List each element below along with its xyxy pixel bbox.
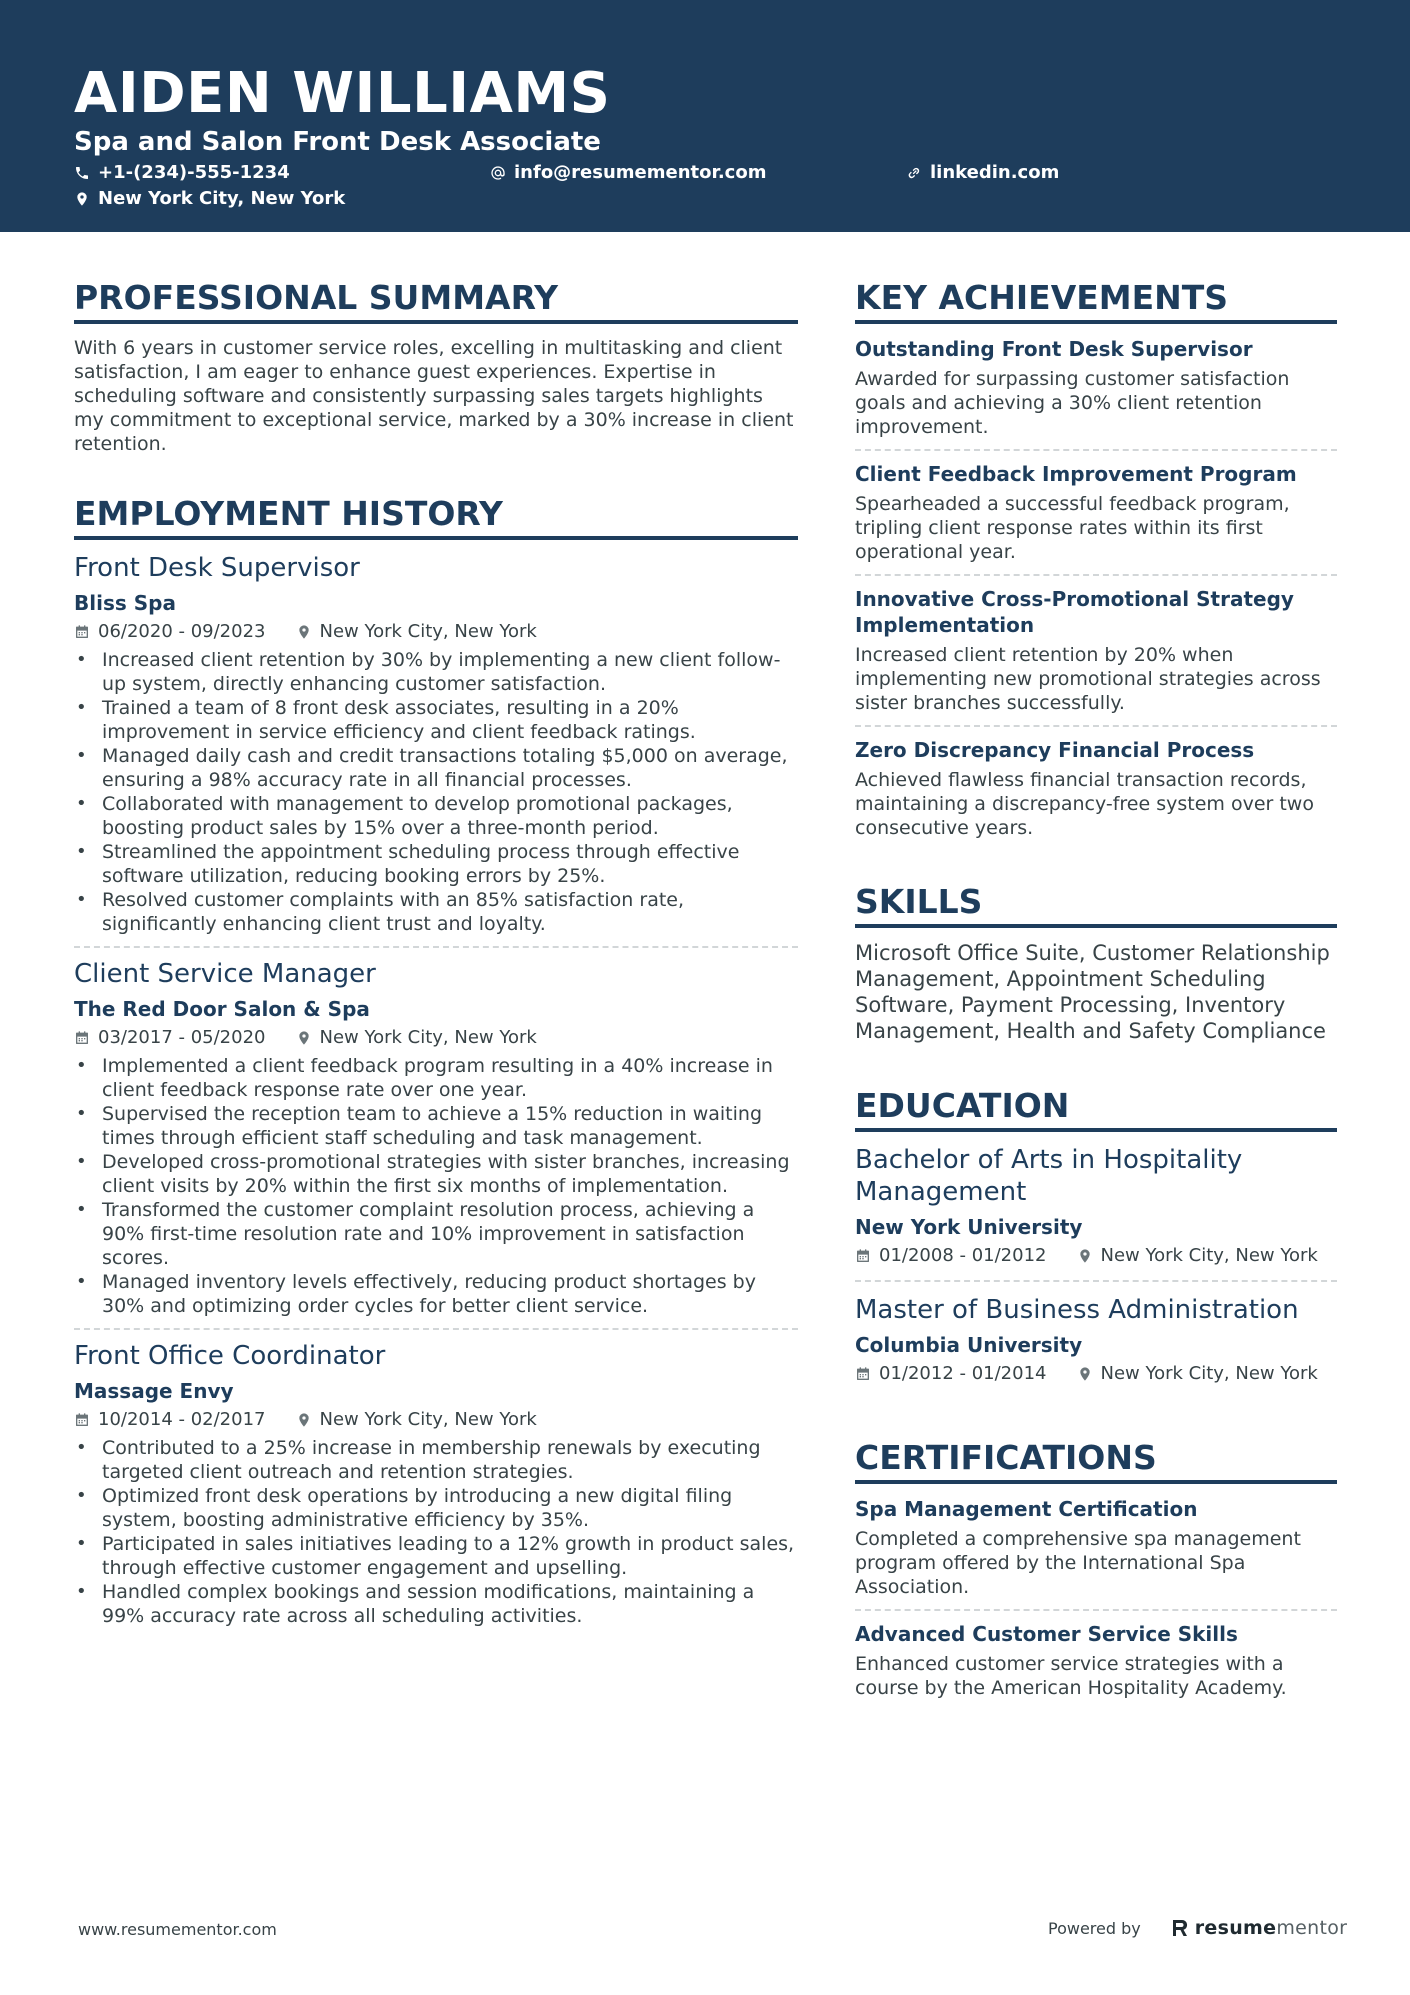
calendar-icon xyxy=(74,1412,90,1428)
job-bullet: • Supervised the reception team to achieve a 15% reduction in waiting times through efficient staff scheduling and task management. xyxy=(74,1102,798,1150)
job-bullet: • Trained a team of 8 front desk associates, resulting in a 20% improvement in service efficiency and client feedback ratings. xyxy=(74,696,798,744)
calendar-icon xyxy=(855,1366,871,1382)
job-entry xyxy=(74,552,798,948)
certifications-heading: CERTIFICATIONS xyxy=(855,1438,1337,1484)
summary-heading: PROFESSIONAL SUMMARY xyxy=(74,278,798,324)
education-degree: Master of Business Administration xyxy=(855,1295,1299,1325)
calendar-icon xyxy=(74,624,90,640)
brand-name-bold: resume xyxy=(1194,1917,1277,1939)
contact-location xyxy=(74,187,345,211)
education-degree: Bachelor of Arts in Hospitality Management xyxy=(855,1145,1243,1207)
job-meta xyxy=(74,1408,798,1432)
phone-text: +1-(234)-555-1234 xyxy=(98,162,290,183)
education-heading: EDUCATION xyxy=(855,1086,1337,1132)
education-school: New York University xyxy=(855,1215,1083,1239)
achievement-title: Outstanding Front Desk Supervisor xyxy=(855,337,1253,361)
education-dates: 01/2012 - 01/2014 xyxy=(879,1363,1047,1384)
job-title: Front Desk Supervisor xyxy=(74,553,360,583)
job-title: Front Office Coordinator xyxy=(74,1341,386,1371)
job-company: Massage Envy xyxy=(74,1379,234,1403)
job-divider xyxy=(74,946,798,948)
job-entry xyxy=(74,1340,798,1628)
certification-item xyxy=(855,1611,1337,1710)
contact-phone[interactable] xyxy=(74,161,290,185)
certifications-section xyxy=(855,1438,1337,1710)
job-bullets xyxy=(74,1436,798,1628)
brand-name-light: mentor xyxy=(1276,1917,1348,1939)
job-bullet: • Increased client retention by 30% by implementing a new client follow-up system, directly enhancing customer satisfaction. xyxy=(74,648,798,696)
footer-branding xyxy=(1048,1917,1347,1939)
job-location xyxy=(296,620,537,644)
map-pin-icon xyxy=(1077,1366,1093,1382)
resumementor-logo-icon xyxy=(1171,1918,1189,1938)
education-location xyxy=(1077,1244,1318,1268)
at-sign-icon xyxy=(490,165,506,181)
job-bullet: • Contributed to a 25% increase in membership renewals by executing targeted client outreach and retention strategies. xyxy=(74,1436,798,1484)
achievement-item xyxy=(855,727,1337,850)
resume-header xyxy=(0,0,1410,232)
achievement-title: Client Feedback Improvement Program xyxy=(855,462,1297,486)
map-pin-icon xyxy=(296,624,312,640)
linkedin-text: linkedin.com xyxy=(930,162,1060,183)
job-location xyxy=(296,1408,537,1432)
education-location xyxy=(1077,1362,1318,1386)
achievement-desc: Achieved flawless financial transaction records, maintaining a discrepancy-free system over two consecutive years. xyxy=(855,769,1314,839)
certification-desc: Completed a comprehensive spa management program offered by the International Spa Association. xyxy=(855,1528,1301,1598)
certifications-list xyxy=(855,1496,1337,1710)
skills-section xyxy=(855,882,1337,1044)
education-item xyxy=(855,1294,1337,1398)
job-divider xyxy=(74,1328,798,1330)
summary-text: With 6 years in customer service roles, excelling in multitasking and client satisfaction, I am eager to enhance guest experiences. Expertise in scheduling software and consistently surpassing sales targets highlights my commitment to exceptional service, marked by a 30% increase in client retention. xyxy=(74,337,794,455)
job-meta xyxy=(74,1026,798,1050)
education-section xyxy=(855,1086,1337,1398)
job-company: Bliss Spa xyxy=(74,591,176,615)
achievement-title: Innovative Cross-Promotional Strategy Implementation xyxy=(855,587,1294,637)
job-bullet: • Participated in sales initiatives leading to a 12% growth in product sales, through effective customer engagement and upselling. xyxy=(74,1532,798,1580)
job-location xyxy=(296,1026,537,1050)
achievements-heading: KEY ACHIEVEMENTS xyxy=(855,278,1337,324)
job-title: Client Service Manager xyxy=(74,959,376,989)
job-bullet: • Optimized front desk operations by introducing a new digital filing system, boosting administrative efficiency by 35%. xyxy=(74,1484,798,1532)
job-meta xyxy=(74,620,798,644)
job-dates: 10/2014 - 02/2017 xyxy=(98,1409,266,1430)
education-meta xyxy=(855,1362,1337,1386)
job-bullet: • Transformed the customer complaint resolution process, achieving a 90% first-time resolution rate and 10% improvement in satisfaction scores. xyxy=(74,1198,798,1270)
map-pin-icon xyxy=(74,191,90,207)
education-location-text: New York City, New York xyxy=(1100,1363,1318,1384)
link-icon xyxy=(906,165,922,181)
education-dates: 01/2008 - 01/2012 xyxy=(879,1245,1047,1266)
calendar-icon xyxy=(74,1030,90,1046)
brand-logo[interactable] xyxy=(1171,1917,1348,1939)
location-text: New York City, New York xyxy=(98,188,346,209)
certification-title: Advanced Customer Service Skills xyxy=(855,1622,1238,1646)
left-column xyxy=(74,278,798,1628)
job-bullet: • Streamlined the appointment scheduling process through effective software utilization, reducing booking errors by 25%. xyxy=(74,840,798,888)
job-entry xyxy=(74,958,798,1330)
candidate-role: Spa and Salon Front Desk Associate xyxy=(74,127,601,157)
achievement-desc: Spearheaded a successful feedback program, tripling client response rates within its first operational year. xyxy=(855,493,1290,563)
summary-section xyxy=(74,278,798,456)
education-location-text: New York City, New York xyxy=(1100,1245,1318,1266)
education-school: Columbia University xyxy=(855,1333,1083,1357)
powered-by-label: Powered by xyxy=(1048,1918,1141,1938)
candidate-name: AIDEN WILLIAMS xyxy=(74,61,611,126)
achievements-list xyxy=(855,336,1337,850)
job-bullets xyxy=(74,1054,798,1318)
certification-desc: Enhanced customer service strategies with a course by the American Hospitality Academy. xyxy=(855,1653,1287,1699)
calendar-icon xyxy=(855,1248,871,1264)
job-bullet: • Handled complex bookings and session modifications, maintaining a 99% accuracy rate across all scheduling activities. xyxy=(74,1580,798,1628)
email-text: info@resumementor.com xyxy=(514,162,767,183)
achievement-item xyxy=(855,451,1337,576)
skills-heading: SKILLS xyxy=(855,882,1337,928)
education-item xyxy=(855,1144,1337,1282)
job-location-text: New York City, New York xyxy=(319,1409,537,1430)
achievement-desc: Awarded for surpassing customer satisfaction goals and achieving a 30% client retention improvement. xyxy=(855,368,1290,438)
map-pin-icon xyxy=(296,1030,312,1046)
achievement-title: Zero Discrepancy Financial Process xyxy=(855,738,1255,762)
job-dates: 03/2017 - 05/2020 xyxy=(98,1027,266,1048)
job-bullet: • Resolved customer complaints with an 85% satisfaction rate, significantly enhancing client trust and loyalty. xyxy=(74,888,798,936)
certification-item xyxy=(855,1496,1337,1611)
map-pin-icon xyxy=(296,1412,312,1428)
job-location-text: New York City, New York xyxy=(319,1027,537,1048)
map-pin-icon xyxy=(1077,1248,1093,1264)
achievements-section xyxy=(855,278,1337,850)
job-bullets xyxy=(74,648,798,936)
job-bullet: • Managed inventory levels effectively, reducing product shortages by 30% and optimizing order cycles for better client service. xyxy=(74,1270,798,1318)
job-bullet: • Implemented a client feedback program resulting in a 40% increase in client feedback response rate over one year. xyxy=(74,1054,798,1102)
certification-title: Spa Management Certification xyxy=(855,1497,1198,1521)
job-bullet: • Managed daily cash and credit transactions totaling $5,000 on average, ensuring a 98% accuracy rate in all financial processes. xyxy=(74,744,798,792)
job-bullet: • Developed cross-promotional strategies with sister branches, increasing client visits by 20% within the first six months of implementation. xyxy=(74,1150,798,1198)
contact-linkedin[interactable] xyxy=(906,161,1059,185)
achievement-desc: Increased client retention by 20% when implementing new promotional strategies across sister branches successfully. xyxy=(855,644,1321,714)
contact-email[interactable] xyxy=(490,161,766,185)
achievement-item xyxy=(855,336,1337,451)
right-column xyxy=(855,278,1337,1710)
job-company: The Red Door Salon & Spa xyxy=(74,997,370,1021)
education-meta xyxy=(855,1244,1337,1268)
footer-website[interactable]: www.resumementor.com xyxy=(78,1920,277,1939)
employment-heading: EMPLOYMENT HISTORY xyxy=(74,494,798,540)
achievement-item xyxy=(855,576,1337,727)
job-location-text: New York City, New York xyxy=(319,621,537,642)
job-dates: 06/2020 - 09/2023 xyxy=(98,621,266,642)
skills-text: Microsoft Office Suite, Customer Relationship Management, Appointment Scheduling Software, Payment Processing, Inventory Management, Health and Safety Compliance xyxy=(855,941,1330,1043)
employment-section xyxy=(74,494,798,1628)
job-bullet: • Collaborated with management to develop promotional packages, boosting product sales by 15% over a three-month period. xyxy=(74,792,798,840)
phone-icon xyxy=(74,165,90,181)
